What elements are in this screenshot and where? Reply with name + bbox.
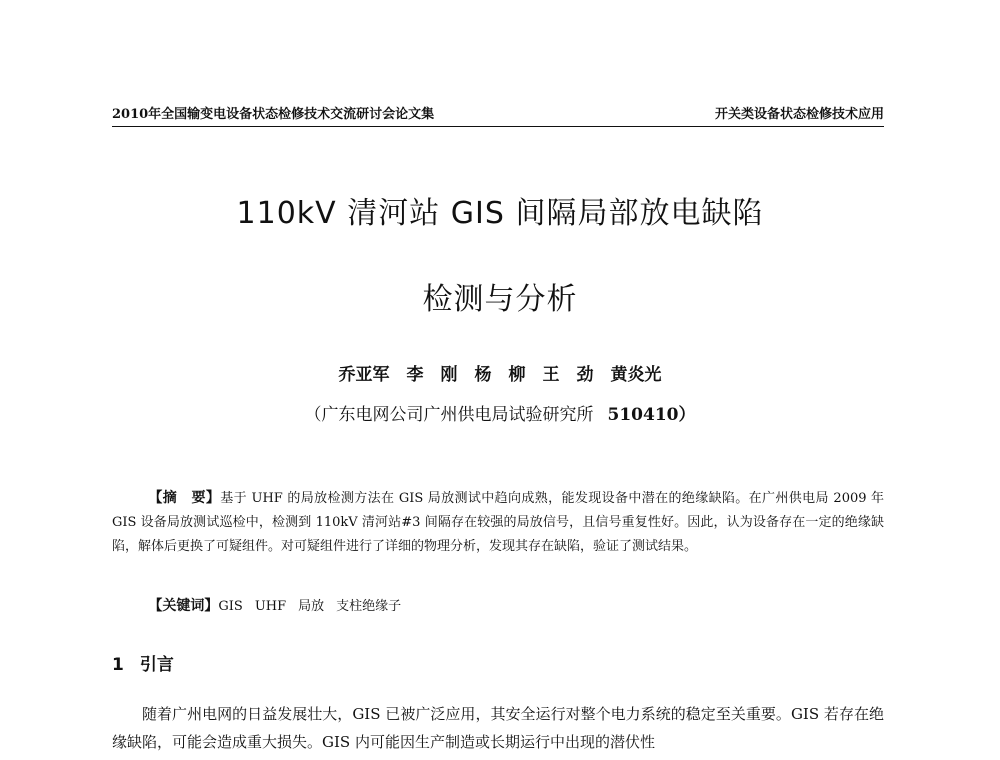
author-list: 乔亚军 李 刚 杨 柳 王 劲 黄炎光 [338, 365, 662, 385]
section-title: 引言 [139, 655, 174, 675]
paper-title-line-2: 检测与分析 [422, 282, 578, 317]
paper-title-line-1: 110kV 清河站 GIS 间隔局部放电缺陷 [236, 196, 764, 231]
abstract [112, 486, 884, 559]
affiliation-name: （广东电网公司广州供电局试验研究所 [304, 405, 594, 425]
keywords [112, 594, 884, 619]
keyword-item: GIS [218, 599, 243, 614]
keywords-label: 【关键词】 [148, 598, 219, 614]
header-section-title: 开关类设备状态检修技术应用 [714, 107, 884, 122]
header-proceedings-title: 2010年全国输变电设备状态检修技术交流研讨会论文集 [112, 107, 435, 122]
keyword-item: 支柱绝缘子 [336, 599, 402, 614]
abstract-text: 基于 UHF 的局放检测方法在 GIS 局放测试中趋向成熟，能发现设备中潜在的绝缘缺陷。在广州供电局 2009 年 GIS 设备局放测试巡检中，检测到 110kV 清河站#3 间隔存在较强的局放信号，且信号重复性好。因此，认为设备存在一定的绝缘缺陷，解体后更换了可疑组件。对可疑组件进行了详细的物理分析，发现其存在缺陷，验证了测试结果。 [112, 491, 885, 554]
section-heading-introduction [112, 654, 174, 676]
introduction-paragraph: 随着广州电网的日益发展壮大，GIS 已被广泛应用，其安全运行对整个电力系统的稳定至关重要。GIS 若存在绝缘缺陷，可能会造成重大损失。GIS 内可能因生产制造或长期运行中出现的潜伏性 [112, 705, 884, 751]
keyword-item: UHF [254, 599, 287, 614]
section-number: 1 [112, 655, 124, 675]
abstract-label: 【摘 要】 [148, 490, 221, 506]
affiliation-postal-code: 510410） [607, 405, 696, 425]
keyword-item: 局放 [298, 599, 325, 614]
affiliation [0, 404, 1000, 426]
running-header [112, 106, 884, 127]
